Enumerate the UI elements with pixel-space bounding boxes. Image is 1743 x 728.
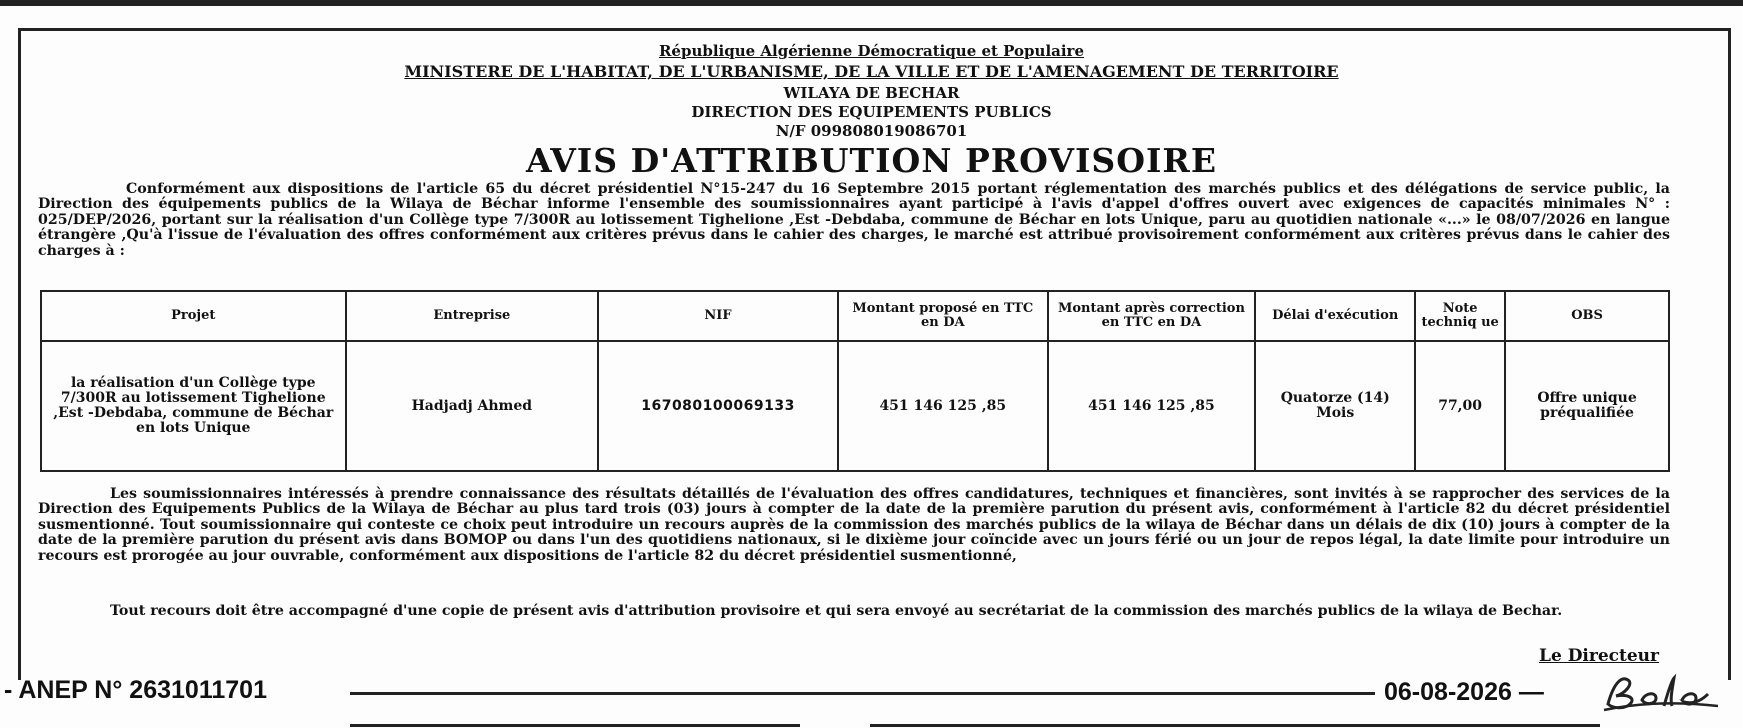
cell-obs: Offre unique préqualifiée — [1505, 341, 1669, 471]
header-entreprise: Entreprise — [346, 291, 599, 341]
header-delai: Délai d'exécution — [1255, 291, 1415, 341]
header-montant-propose: Montant proposé en TTC en DA — [838, 291, 1048, 341]
date-text: 06-08-2026 — [1384, 678, 1512, 706]
cell-note: 77,00 — [1415, 341, 1505, 471]
bottom-rule-left — [350, 724, 800, 727]
notice-title: AVIS D'ATTRIBUTION PROVISOIRE — [526, 141, 1217, 180]
award-table — [40, 290, 1670, 472]
wilaya-heading: WILAYA DE BECHAR — [783, 84, 960, 102]
cell-nif: 167080100069133 — [598, 341, 838, 471]
director-signature: Le Directeur — [1539, 646, 1659, 666]
footer-rule — [350, 692, 1375, 695]
anep-text: ANEP N° 2631011701 — [18, 676, 267, 704]
bottom-rule-right — [870, 724, 1600, 727]
table-row — [41, 341, 1669, 471]
header-projet: Projet — [41, 291, 346, 341]
anep-number — [4, 676, 267, 705]
cell-projet: la réalisation d'un Collège type 7/300R au lotissement Tighelione ,Est -Debdaba, commune de Béchar en lots Unique — [41, 341, 346, 471]
direction-heading: DIRECTION DES EQUIPEMENTS PUBLICS — [691, 103, 1052, 121]
cell-entreprise: Hadjadj Ahmed — [346, 341, 599, 471]
ministry-heading: MINISTERE DE L'HABITAT, DE L'URBANISME, DE LA VILLE ET DE L'AMENAGEMENT DE TERRITOIRE — [404, 62, 1339, 81]
intro-paragraph: Conformément aux dispositions de l'article 65 du décret présidentiel N°15-247 du 16 Septembre 2015 portant réglementation des marchés publics et des délégations de service public, la Direction des équipements publics de la Wilaya de Béchar informe l'ensemble des soumissionnaires ayant participé à l'avis d'appel d'offres ouvert avec exigences de capacités minimales N° : 025/DEP/2026, portant sur la réalisation d'un Collège type 7/300R au lotissement Tighelione ,Est -Debdaba, commune de Béchar en lots Unique, paru au quotidien nationale «...» le 08/07/2026 en langue étrangère ,Qu'à l'issue de l'évaluation des offres conformément aux critères prévus dans le cahier des charges, le marché est attribué provisoirement conformément aux critères prévus dans le cahier des charges à : — [38, 181, 1670, 259]
cell-delai: Quatorze (14) Mois — [1255, 341, 1415, 471]
header-note: Note techniq ue — [1415, 291, 1505, 341]
cell-montant-propose: 451 146 125 ,85 — [838, 341, 1048, 471]
cell-montant-corrige: 451 146 125 ,85 — [1048, 341, 1256, 471]
table-header-row — [41, 291, 1669, 341]
republic-heading: République Algérienne Démocratique et Populaire — [658, 42, 1085, 60]
date-dash: — — [1518, 678, 1544, 706]
anep-dash: - — [4, 676, 13, 704]
bola-signature-mark — [1602, 672, 1720, 712]
header-obs: OBS — [1505, 291, 1669, 341]
body-paragraph: Les soumissionnaires intéressés à prendre connaissance des résultats détaillés de l'évaluation des offres candidatures, techniques et financières, sont invités à se rapprocher des services de la Direction des Equipements Publics de la Wilaya de Béchar au plus tard trois (03) jours à compter de la date de la première parution du présent avis, conformément à l'article 82 du décret présidentiel susmentionné. Tout soumissionnaire qui conteste ce choix peut introduire un recours auprès de la commission des marchés publics de la wilaya de Béchar dans un délais de dix (10) jours à compter de la date de la première parution du présent avis dans BOMOP ou dans l'un des quotidiens nationaux, si le dixième jour coïncide avec un jours férié ou un jour de repos légal, la date limite pour introduire un recours est prorogée au jour ouvrable, conformément aux dispositions de l'article 82 du décret présidentiel susmentionné, — [38, 486, 1670, 564]
closing-paragraph: Tout recours doit être accompagné d'une copie de présent avis d'attribution provisoire et qui sera envoyé au secrétariat de la commission des marchés publics de la wilaya de Bechar. — [110, 603, 1563, 619]
nif-heading: N/F 099808019086701 — [775, 122, 968, 140]
header-nif: NIF — [598, 291, 838, 341]
header-montant-corrige: Montant après correction en TTC en DA — [1048, 291, 1256, 341]
top-border — [0, 0, 1743, 6]
publication-date — [1384, 678, 1544, 707]
